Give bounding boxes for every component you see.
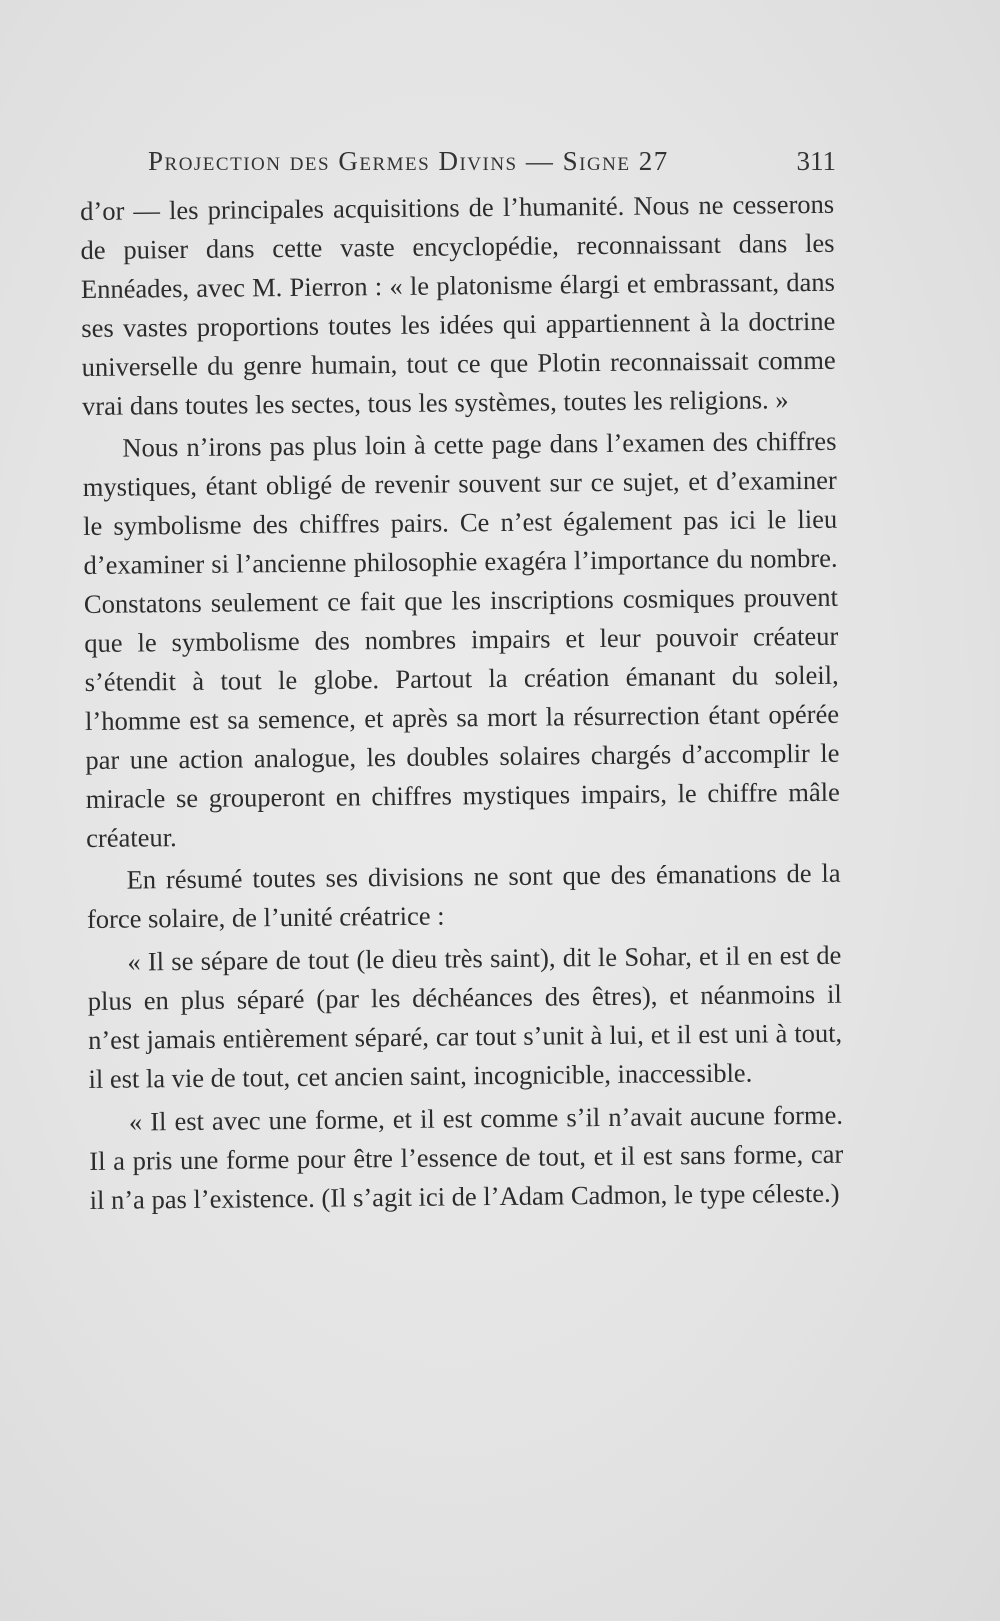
- paragraph-4: « Il se sépare de tout (le dieu très saint), dit le Sohar, et il en est de plus en plus séparé (par les déchéances des êtres), et néanmoins il n’est jamais entièrement séparé, car tout s’unit à lui, et il est uni à tout, il est la vie de tout, cet ancien saint, incognicible, inaccessible.: [87, 939, 843, 1094]
- body-text: [80, 185, 844, 1220]
- page-number: 311: [796, 146, 836, 176]
- paragraph-5: « Il est avec une forme, et il est comme s’il n’avait aucune forme. Il a pris une forme pour être l’essence de tout, et il est sans forme, car il n’a pas l’existence. (Il s’agit ici de l’Adam Cadmon, le type céleste.): [89, 1099, 844, 1215]
- paragraph-2: Nous n’irons pas plus loin à cette page dans l’examen des chiffres mystiques, étant obligé de revenir souvent sur ce sujet, et d’examiner le symbolisme des chiffres pairs. Ce n’est également pas ici le lieu d’examiner si l’ancienne philosophie exagéra l’importance du nombre. Constatons seulement ce fait que les inscriptions cosmiques prouvent que le symbolisme des nombres impairs et leur pouvoir créateur s’étendit à tout le globe. Partout la création émanant du soleil, l’homme est sa semence, et après sa mort la résurrection étant opérée par une action analogue, les doubles solaires chargés d’accomplir le miracle se grouperont en chiffres mystiques impairs, le chiffre mâle créateur.: [82, 426, 840, 853]
- paragraph-3: En résumé toutes ses divisions ne sont que des émanations de la force solaire, de l’unité créatrice :: [86, 858, 841, 935]
- running-head: [148, 146, 836, 186]
- running-head-title: Projection des Germes Divins — Signe 27: [148, 146, 669, 176]
- paragraph-1: d’or — les principales acquisitions de l’humanité. Nous ne cesserons de puiser dans cette vaste encyclopédie, reconnaissant dans les Ennéades, avec M. Pierron : « le platonisme élargi et embrassant, dans ses vastes proportions toutes les idées qui appartiennent à la doctrine universelle du genre humain, tout ce que Plotin reconnaissait comme vrai dans toutes les sectes, tous les systèmes, toutes les religions. »: [80, 188, 836, 421]
